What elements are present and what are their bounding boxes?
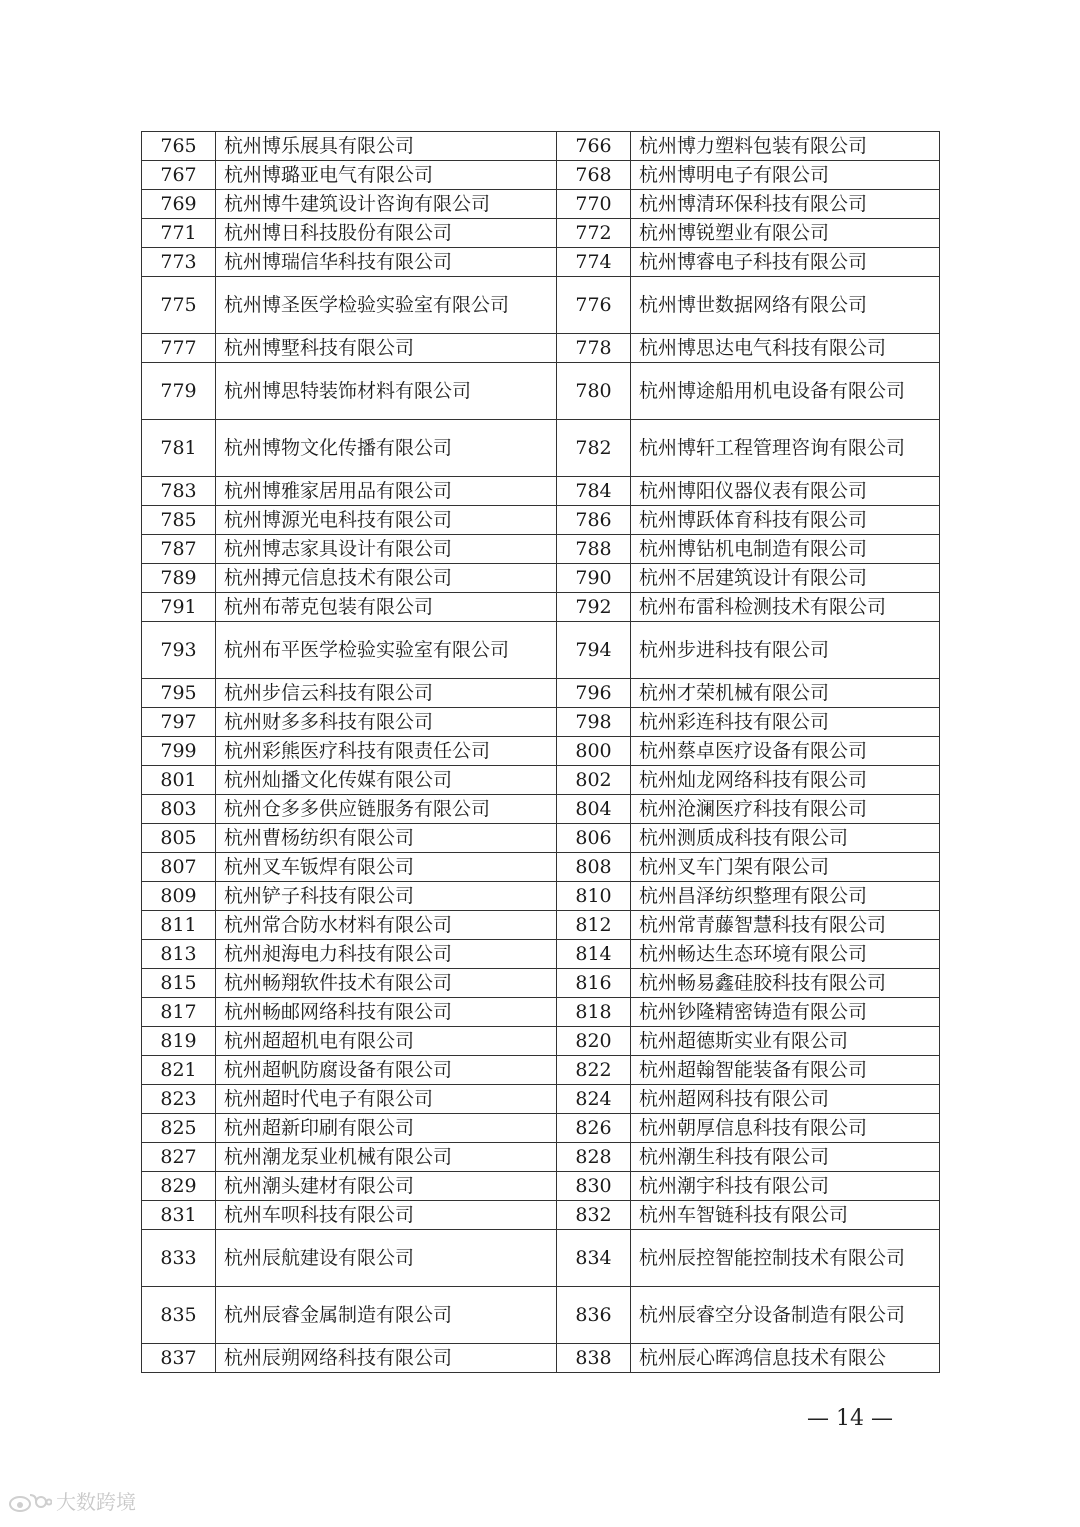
row-number: 779	[142, 363, 216, 420]
row-number: 792	[557, 593, 631, 622]
row-number: 805	[142, 824, 216, 853]
row-number: 797	[142, 708, 216, 737]
company-name: 杭州畅易鑫硅胶科技有限公司	[631, 969, 940, 998]
company-name: 杭州车智链科技有限公司	[631, 1201, 940, 1230]
company-name: 杭州潮头建材有限公司	[216, 1172, 557, 1201]
company-name: 杭州博日科技股份有限公司	[216, 219, 557, 248]
company-name: 杭州朝厚信息科技有限公司	[631, 1114, 940, 1143]
table-row	[142, 363, 940, 420]
table-row	[142, 882, 940, 911]
company-name: 杭州博清环保科技有限公司	[631, 190, 940, 219]
table-row	[142, 795, 940, 824]
company-name: 杭州博思达电气科技有限公司	[631, 334, 940, 363]
row-number: 815	[142, 969, 216, 998]
company-name: 杭州叉车钣焊有限公司	[216, 853, 557, 882]
company-name: 杭州博睿电子科技有限公司	[631, 248, 940, 277]
row-number: 784	[557, 477, 631, 506]
table-row	[142, 1344, 940, 1373]
table-row	[142, 277, 940, 334]
row-number: 791	[142, 593, 216, 622]
table-row	[142, 1085, 940, 1114]
table-row	[142, 564, 940, 593]
company-name: 杭州曹杨纺织有限公司	[216, 824, 557, 853]
row-number: 816	[557, 969, 631, 998]
row-number: 804	[557, 795, 631, 824]
company-name: 杭州不居建筑设计有限公司	[631, 564, 940, 593]
company-name: 杭州常青藤智慧科技有限公司	[631, 911, 940, 940]
table-row	[142, 622, 940, 679]
company-name: 杭州步进科技有限公司	[631, 622, 940, 679]
company-name: 杭州博思特装饰材料有限公司	[216, 363, 557, 420]
row-number: 771	[142, 219, 216, 248]
row-number: 821	[142, 1056, 216, 1085]
table-row	[142, 161, 940, 190]
company-name: 杭州潮龙泵业机械有限公司	[216, 1143, 557, 1172]
row-number: 772	[557, 219, 631, 248]
page-number: — 14 —	[807, 1406, 893, 1431]
row-number: 785	[142, 506, 216, 535]
row-number: 837	[142, 1344, 216, 1373]
table-row	[142, 679, 940, 708]
company-name: 杭州超时代电子有限公司	[216, 1085, 557, 1114]
company-name: 杭州博物文化传播有限公司	[216, 420, 557, 477]
row-number: 802	[557, 766, 631, 795]
company-name: 杭州超翰智能装备有限公司	[631, 1056, 940, 1085]
table-row	[142, 1114, 940, 1143]
table-row	[142, 1172, 940, 1201]
row-number: 832	[557, 1201, 631, 1230]
row-number: 812	[557, 911, 631, 940]
company-name: 杭州博志家具设计有限公司	[216, 535, 557, 564]
row-number: 822	[557, 1056, 631, 1085]
company-name: 杭州博源光电科技有限公司	[216, 506, 557, 535]
row-number: 827	[142, 1143, 216, 1172]
table-row	[142, 737, 940, 766]
table-row	[142, 1027, 940, 1056]
table-row	[142, 593, 940, 622]
row-number: 836	[557, 1287, 631, 1344]
row-number: 835	[142, 1287, 216, 1344]
company-name: 杭州才荣机械有限公司	[631, 679, 940, 708]
table-row	[142, 766, 940, 795]
row-number: 768	[557, 161, 631, 190]
company-name: 杭州沧澜医疗科技有限公司	[631, 795, 940, 824]
row-number: 814	[557, 940, 631, 969]
table-row	[142, 535, 940, 564]
company-name: 杭州辰航建设有限公司	[216, 1230, 557, 1287]
company-name: 杭州超网科技有限公司	[631, 1085, 940, 1114]
row-number: 823	[142, 1085, 216, 1114]
row-number: 808	[557, 853, 631, 882]
row-number: 824	[557, 1085, 631, 1114]
row-number: 787	[142, 535, 216, 564]
company-name: 杭州彩连科技有限公司	[631, 708, 940, 737]
row-number: 830	[557, 1172, 631, 1201]
table-row	[142, 1143, 940, 1172]
row-number: 796	[557, 679, 631, 708]
table-row	[142, 334, 940, 363]
company-name: 杭州博阳仪器仪表有限公司	[631, 477, 940, 506]
row-number: 834	[557, 1230, 631, 1287]
company-name: 杭州财多多科技有限公司	[216, 708, 557, 737]
row-number: 775	[142, 277, 216, 334]
company-name: 杭州博圣医学检验实验室有限公司	[216, 277, 557, 334]
row-number: 818	[557, 998, 631, 1027]
watermark	[8, 1486, 136, 1515]
company-name: 杭州辰朔网络科技有限公司	[216, 1344, 557, 1373]
row-number: 838	[557, 1344, 631, 1373]
company-name: 杭州蔡卓医疗设备有限公司	[631, 737, 940, 766]
company-name: 杭州彩熊医疗科技有限责任公司	[216, 737, 557, 766]
company-name: 杭州仓多多供应链服务有限公司	[216, 795, 557, 824]
row-number: 799	[142, 737, 216, 766]
company-name: 杭州布蒂克包装有限公司	[216, 593, 557, 622]
company-name: 杭州潮生科技有限公司	[631, 1143, 940, 1172]
row-number: 826	[557, 1114, 631, 1143]
row-number: 820	[557, 1027, 631, 1056]
table-row	[142, 506, 940, 535]
row-number: 828	[557, 1143, 631, 1172]
row-number: 790	[557, 564, 631, 593]
table-row	[142, 248, 940, 277]
row-number: 800	[557, 737, 631, 766]
table-row	[142, 1201, 940, 1230]
row-number: 801	[142, 766, 216, 795]
row-number: 809	[142, 882, 216, 911]
company-name: 杭州昌泽纺织整理有限公司	[631, 882, 940, 911]
company-name: 杭州昶海电力科技有限公司	[216, 940, 557, 969]
row-number: 819	[142, 1027, 216, 1056]
table-row	[142, 420, 940, 477]
table-row	[142, 940, 940, 969]
row-number: 789	[142, 564, 216, 593]
table-row	[142, 998, 940, 1027]
company-name: 杭州步信云科技有限公司	[216, 679, 557, 708]
table-row	[142, 1230, 940, 1287]
table-row	[142, 219, 940, 248]
company-name: 杭州博世数据网络有限公司	[631, 277, 940, 334]
table-row	[142, 853, 940, 882]
row-number: 783	[142, 477, 216, 506]
company-name: 杭州辰睿空分设备制造有限公司	[631, 1287, 940, 1344]
row-number: 793	[142, 622, 216, 679]
table-row	[142, 969, 940, 998]
company-name: 杭州博钻机电制造有限公司	[631, 535, 940, 564]
weibo-logo-icon	[8, 1489, 52, 1513]
table-row	[142, 708, 940, 737]
company-name: 杭州博墅科技有限公司	[216, 334, 557, 363]
row-number: 833	[142, 1230, 216, 1287]
row-number: 831	[142, 1201, 216, 1230]
company-name: 杭州潮宇科技有限公司	[631, 1172, 940, 1201]
company-name: 杭州辰心晖鸿信息技术有限公	[631, 1344, 940, 1373]
row-number: 811	[142, 911, 216, 940]
company-name: 杭州博瑞信华科技有限公司	[216, 248, 557, 277]
watermark-text: 大数跨境	[56, 1490, 136, 1514]
row-number: 767	[142, 161, 216, 190]
company-name: 杭州畅达生态环境有限公司	[631, 940, 940, 969]
company-name: 杭州常合防水材料有限公司	[216, 911, 557, 940]
row-number: 769	[142, 190, 216, 219]
company-name: 杭州灿龙网络科技有限公司	[631, 766, 940, 795]
company-name: 杭州博乐展具有限公司	[216, 132, 557, 161]
row-number: 781	[142, 420, 216, 477]
company-name: 杭州博跃体育科技有限公司	[631, 506, 940, 535]
row-number: 794	[557, 622, 631, 679]
row-number: 786	[557, 506, 631, 535]
company-name: 杭州博轩工程管理咨询有限公司	[631, 420, 940, 477]
company-name: 杭州铲子科技有限公司	[216, 882, 557, 911]
company-name: 杭州车呗科技有限公司	[216, 1201, 557, 1230]
company-name: 杭州博途船用机电设备有限公司	[631, 363, 940, 420]
company-name: 杭州辰睿金属制造有限公司	[216, 1287, 557, 1344]
company-name: 杭州畅翔软件技术有限公司	[216, 969, 557, 998]
company-name: 杭州灿播文化传媒有限公司	[216, 766, 557, 795]
table-row	[142, 824, 940, 853]
row-number: 810	[557, 882, 631, 911]
company-list-table	[141, 131, 940, 1373]
company-name: 杭州博明电子有限公司	[631, 161, 940, 190]
row-number: 803	[142, 795, 216, 824]
table-row	[142, 911, 940, 940]
table-row	[142, 1287, 940, 1344]
row-number: 778	[557, 334, 631, 363]
company-name: 杭州辰控智能控制技术有限公司	[631, 1230, 940, 1287]
company-name: 杭州钞隆精密铸造有限公司	[631, 998, 940, 1027]
table-row	[142, 132, 940, 161]
row-number: 795	[142, 679, 216, 708]
company-name: 杭州测质成科技有限公司	[631, 824, 940, 853]
company-name: 杭州畅邮网络科技有限公司	[216, 998, 557, 1027]
row-number: 774	[557, 248, 631, 277]
table-row	[142, 190, 940, 219]
company-name: 杭州布雷科检测技术有限公司	[631, 593, 940, 622]
company-name: 杭州搏元信息技术有限公司	[216, 564, 557, 593]
company-name: 杭州超德斯实业有限公司	[631, 1027, 940, 1056]
row-number: 807	[142, 853, 216, 882]
table-body	[142, 132, 940, 1373]
row-number: 773	[142, 248, 216, 277]
company-name: 杭州叉车门架有限公司	[631, 853, 940, 882]
row-number: 806	[557, 824, 631, 853]
company-name: 杭州超新印刷有限公司	[216, 1114, 557, 1143]
row-number: 825	[142, 1114, 216, 1143]
row-number: 780	[557, 363, 631, 420]
row-number: 813	[142, 940, 216, 969]
company-name: 杭州博锐塑业有限公司	[631, 219, 940, 248]
row-number: 776	[557, 277, 631, 334]
company-name: 杭州布平医学检验实验室有限公司	[216, 622, 557, 679]
table-row	[142, 477, 940, 506]
row-number: 770	[557, 190, 631, 219]
company-name: 杭州博雅家居用品有限公司	[216, 477, 557, 506]
table-row	[142, 1056, 940, 1085]
row-number: 782	[557, 420, 631, 477]
row-number: 798	[557, 708, 631, 737]
row-number: 817	[142, 998, 216, 1027]
row-number: 788	[557, 535, 631, 564]
row-number: 777	[142, 334, 216, 363]
row-number: 829	[142, 1172, 216, 1201]
row-number: 766	[557, 132, 631, 161]
company-name: 杭州博璐亚电气有限公司	[216, 161, 557, 190]
row-number: 765	[142, 132, 216, 161]
company-name: 杭州博力塑料包装有限公司	[631, 132, 940, 161]
company-name: 杭州超帆防腐设备有限公司	[216, 1056, 557, 1085]
company-name: 杭州超超机电有限公司	[216, 1027, 557, 1056]
company-name: 杭州博牛建筑设计咨询有限公司	[216, 190, 557, 219]
